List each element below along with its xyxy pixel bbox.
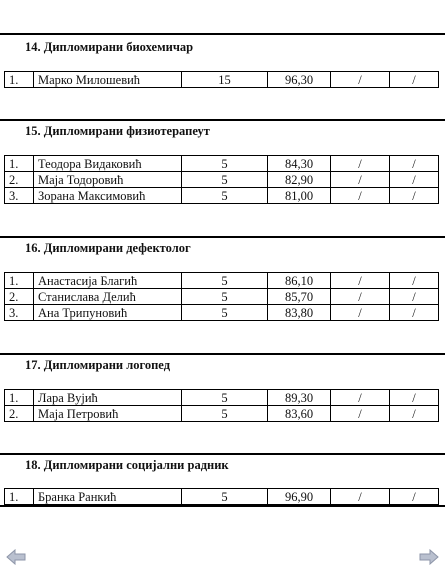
extra-cell: / bbox=[331, 390, 390, 406]
extra-cell: / bbox=[390, 489, 439, 505]
score-cell: 83,80 bbox=[268, 305, 331, 321]
candidate-name: Марко Милошевић bbox=[34, 72, 182, 88]
row-index: 1. bbox=[5, 72, 34, 88]
row-index: 2. bbox=[5, 406, 34, 422]
extra-cell: / bbox=[331, 289, 390, 305]
row-index: 1. bbox=[5, 390, 34, 406]
prev-page-button[interactable] bbox=[6, 549, 26, 565]
section-heading: 16. Дипломирани дефектолог bbox=[25, 241, 191, 255]
count-cell: 15 bbox=[182, 72, 268, 88]
count-cell: 5 bbox=[182, 172, 268, 188]
count-cell: 5 bbox=[182, 289, 268, 305]
score-cell: 81,00 bbox=[268, 188, 331, 204]
section-divider bbox=[0, 33, 445, 35]
section-divider bbox=[0, 453, 445, 455]
row-index: 2. bbox=[5, 172, 34, 188]
section-divider bbox=[0, 236, 445, 238]
table-row bbox=[5, 188, 439, 204]
table-row bbox=[5, 72, 439, 88]
candidate-name: Зорана Максимовић bbox=[34, 188, 182, 204]
row-index: 3. bbox=[5, 305, 34, 321]
extra-cell: / bbox=[390, 156, 439, 172]
extra-cell: / bbox=[390, 273, 439, 289]
table-row bbox=[5, 156, 439, 172]
table-row bbox=[5, 390, 439, 406]
row-index: 2. bbox=[5, 289, 34, 305]
score-cell: 85,70 bbox=[268, 289, 331, 305]
candidate-name: Бранка Ранкић bbox=[34, 489, 182, 505]
row-index: 1. bbox=[5, 273, 34, 289]
extra-cell: / bbox=[390, 305, 439, 321]
table-row bbox=[5, 406, 439, 422]
candidate-name: Анастасија Благић bbox=[34, 273, 182, 289]
table-row bbox=[5, 172, 439, 188]
score-cell: 83,60 bbox=[268, 406, 331, 422]
section-divider bbox=[0, 119, 445, 121]
candidate-name: Ана Трипуновић bbox=[34, 305, 182, 321]
results-table bbox=[4, 272, 439, 321]
extra-cell: / bbox=[390, 188, 439, 204]
extra-cell: / bbox=[331, 489, 390, 505]
score-cell: 89,30 bbox=[268, 390, 331, 406]
table-row bbox=[5, 305, 439, 321]
section-heading: 14. Дипломирани биохемичар bbox=[25, 40, 194, 54]
score-cell: 82,90 bbox=[268, 172, 331, 188]
extra-cell: / bbox=[331, 305, 390, 321]
table-row bbox=[5, 489, 439, 505]
candidate-name: Маја Тодоровић bbox=[34, 172, 182, 188]
count-cell: 5 bbox=[182, 273, 268, 289]
results-table bbox=[4, 155, 439, 204]
row-index: 1. bbox=[5, 156, 34, 172]
extra-cell: / bbox=[331, 72, 390, 88]
extra-cell: / bbox=[390, 72, 439, 88]
extra-cell: / bbox=[331, 273, 390, 289]
arrow-left-icon bbox=[6, 549, 26, 565]
row-index: 1. bbox=[5, 489, 34, 505]
score-cell: 96,90 bbox=[268, 489, 331, 505]
arrow-right-icon bbox=[419, 549, 439, 565]
candidate-name: Станислава Делић bbox=[34, 289, 182, 305]
section-heading: 15. Дипломирани физиотерапеут bbox=[25, 124, 210, 138]
section-divider bbox=[0, 505, 445, 507]
row-index: 3. bbox=[5, 188, 34, 204]
extra-cell: / bbox=[331, 156, 390, 172]
extra-cell: / bbox=[390, 172, 439, 188]
count-cell: 5 bbox=[182, 406, 268, 422]
candidate-name: Маја Петровић bbox=[34, 406, 182, 422]
count-cell: 5 bbox=[182, 489, 268, 505]
candidate-name: Лара Вујић bbox=[34, 390, 182, 406]
section-heading: 18. Дипломирани социјални радник bbox=[25, 458, 229, 472]
section-divider bbox=[0, 353, 445, 355]
extra-cell: / bbox=[331, 172, 390, 188]
section-heading: 17. Дипломирани логопед bbox=[25, 358, 171, 372]
results-table bbox=[4, 389, 439, 422]
score-cell: 84,30 bbox=[268, 156, 331, 172]
extra-cell: / bbox=[390, 289, 439, 305]
count-cell: 5 bbox=[182, 305, 268, 321]
extra-cell: / bbox=[331, 406, 390, 422]
results-table bbox=[4, 488, 439, 505]
extra-cell: / bbox=[390, 406, 439, 422]
score-cell: 86,10 bbox=[268, 273, 331, 289]
extra-cell: / bbox=[331, 188, 390, 204]
score-cell: 96,30 bbox=[268, 72, 331, 88]
count-cell: 5 bbox=[182, 390, 268, 406]
count-cell: 5 bbox=[182, 156, 268, 172]
table-row bbox=[5, 289, 439, 305]
count-cell: 5 bbox=[182, 188, 268, 204]
next-page-button[interactable] bbox=[419, 549, 439, 565]
extra-cell: / bbox=[390, 390, 439, 406]
results-table bbox=[4, 71, 439, 88]
table-row bbox=[5, 273, 439, 289]
candidate-name: Теодора Видаковић bbox=[34, 156, 182, 172]
